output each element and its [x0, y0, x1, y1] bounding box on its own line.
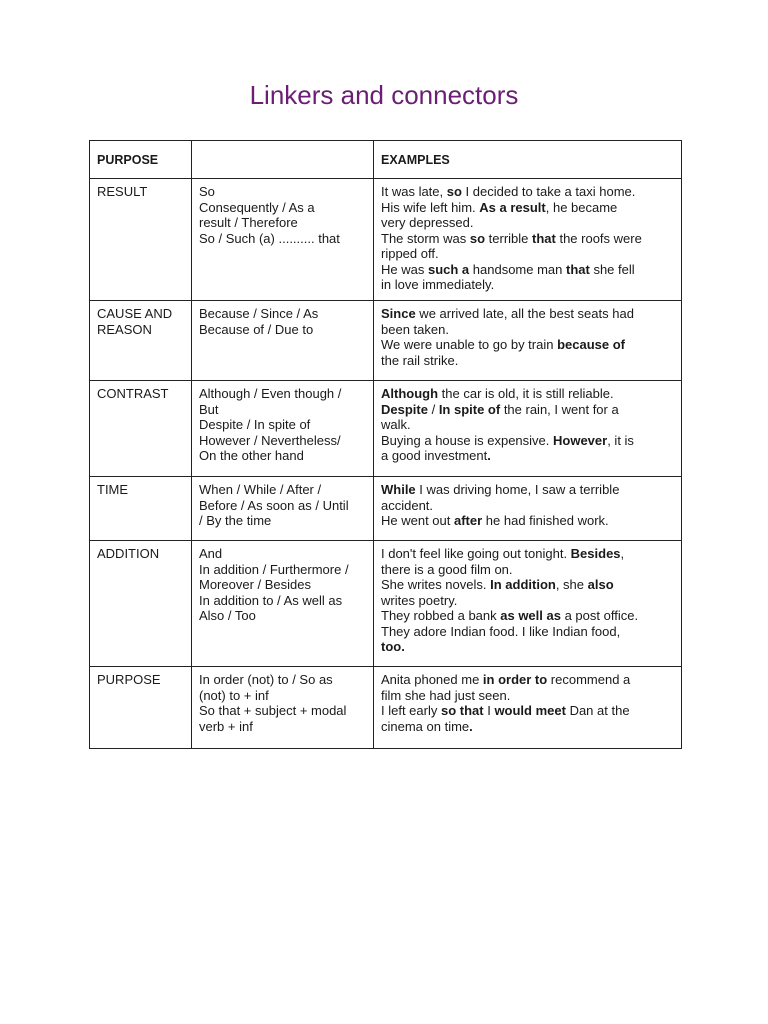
example-text: ,	[620, 546, 625, 561]
example-line	[381, 672, 675, 688]
example-text: recommend a	[547, 672, 631, 687]
linker-highlight: Besides	[570, 546, 621, 561]
linker-line: And	[199, 546, 223, 561]
example-text: , he became	[545, 199, 618, 215]
table-row	[90, 667, 682, 749]
example-text: writes poetry.	[381, 592, 458, 608]
linker-highlight: after	[454, 513, 483, 528]
linker-highlight: Despite	[381, 401, 428, 417]
example-text: His wife left him.	[381, 199, 480, 215]
example-text: ripped off.	[381, 246, 439, 261]
table-row	[90, 301, 682, 381]
example-text: accident.	[381, 497, 434, 513]
example-text: film she had just seen.	[381, 687, 511, 703]
linker-highlight: Since	[381, 306, 416, 321]
linker-line: Also / Too	[199, 608, 256, 623]
example-text: I decided to take a taxi home.	[461, 184, 636, 199]
example-line	[381, 277, 675, 293]
example-text: They robbed a bank	[381, 608, 501, 623]
example-text: terrible	[485, 230, 532, 246]
category-cell: CAUSE AND REASON	[90, 301, 192, 381]
example-text: , she	[555, 577, 588, 592]
example-line	[381, 719, 675, 735]
linker-highlight: so	[446, 184, 462, 199]
linker-line: Because / Since / As	[199, 306, 319, 321]
example-text: They adore Indian food. I like Indian food,	[381, 623, 621, 639]
linker-highlight: As a result	[479, 199, 546, 215]
linker-highlight: .	[487, 448, 491, 463]
example-text: she fell	[589, 261, 635, 277]
example-line	[381, 402, 675, 418]
linkers-cell	[192, 179, 374, 301]
example-text: I was driving home, I saw a terrible	[415, 482, 620, 497]
table-row	[90, 477, 682, 541]
example-text: /	[427, 401, 439, 417]
example-line	[381, 546, 675, 562]
examples-cell	[374, 541, 682, 667]
example-text: the rain, I went for a	[500, 401, 619, 417]
category-cell: ADDITION	[90, 541, 192, 667]
example-text: in love immediately.	[381, 277, 495, 292]
example-line	[381, 482, 675, 498]
example-text: He was	[381, 261, 428, 277]
linkers-cell	[192, 301, 374, 381]
example-text: he had finished work.	[482, 513, 609, 528]
example-line	[381, 593, 675, 609]
examples-cell	[374, 477, 682, 541]
example-text: walk.	[381, 417, 411, 432]
linker-highlight: such a	[427, 261, 470, 277]
header-examples: EXAMPLES	[374, 141, 682, 179]
example-line	[381, 513, 675, 529]
example-line	[381, 624, 675, 640]
example-text: we arrived late, all the best seats had	[415, 306, 634, 321]
linker-line: / By the time	[199, 513, 272, 528]
example-line	[381, 688, 675, 704]
linker-highlight: so	[469, 230, 486, 246]
example-text: I left early	[381, 703, 441, 718]
example-line	[381, 386, 675, 402]
example-line	[381, 231, 675, 247]
linker-line: In addition / Furthermore /	[199, 561, 349, 577]
example-text: a post office.	[560, 608, 639, 623]
header-row	[90, 141, 682, 179]
linker-line: Because of / Due to	[199, 321, 314, 337]
linker-line: verb + inf	[199, 718, 253, 734]
example-text: been taken.	[381, 321, 449, 337]
linker-highlight: In spite of	[438, 401, 501, 417]
linker-highlight: However	[553, 432, 608, 448]
examples-cell	[374, 381, 682, 477]
example-line	[381, 577, 675, 593]
linker-line: Before / As soon as / Until	[199, 497, 349, 513]
example-line	[381, 417, 675, 433]
linker-line: So	[199, 184, 215, 199]
linker-line: So that + subject + modal	[199, 703, 347, 718]
example-text: Buying a house is expensive.	[381, 432, 553, 448]
linker-highlight: would meet	[494, 703, 566, 718]
linkers-cell	[192, 477, 374, 541]
linker-line: But	[199, 401, 219, 417]
linker-highlight: that	[566, 261, 590, 277]
category-cell: TIME	[90, 477, 192, 541]
category-cell: RESULT	[90, 179, 192, 301]
linker-line: Although / Even though /	[199, 386, 342, 401]
linker-highlight: in order to	[482, 672, 548, 687]
example-line	[381, 639, 675, 655]
table-row	[90, 381, 682, 477]
linker-line: Moreover / Besides	[199, 577, 311, 592]
example-text: He went out	[381, 513, 454, 528]
example-line	[381, 306, 675, 322]
example-line	[381, 608, 675, 624]
example-text: there is a good film on.	[381, 561, 513, 577]
example-text: very depressed.	[381, 215, 474, 230]
example-line	[381, 448, 675, 464]
example-line	[381, 353, 675, 369]
linker-line: In order (not) to / So as	[199, 672, 333, 687]
example-text: , it is	[607, 432, 634, 448]
linker-line: Consequently / As a	[199, 199, 315, 215]
linker-line: In addition to / As well as	[199, 592, 343, 608]
linker-highlight: so that	[440, 703, 484, 718]
linker-line: However / Nevertheless/	[199, 432, 341, 448]
header-linkers	[192, 141, 374, 179]
example-text: handsome man	[469, 261, 566, 277]
page-title: Linkers and connectors	[249, 80, 519, 110]
table-body	[90, 179, 682, 749]
example-line	[381, 262, 675, 278]
linker-line: So / Such (a) .......... that	[199, 230, 340, 246]
category-cell: PURPOSE	[90, 667, 192, 749]
example-text: the car is old, it is still reliable.	[438, 386, 614, 401]
example-text: Anita phoned me	[381, 672, 483, 687]
example-line	[381, 433, 675, 449]
linker-highlight: .	[469, 718, 473, 734]
linkers-table	[89, 140, 682, 749]
linker-highlight: because of	[557, 337, 626, 352]
linker-highlight: While	[381, 482, 416, 497]
example-text: Dan at the	[565, 703, 630, 718]
linker-line: Despite / In spite of	[199, 417, 311, 432]
example-text: I	[483, 703, 495, 718]
table-row	[90, 179, 682, 301]
linkers-cell	[192, 381, 374, 477]
examples-cell	[374, 179, 682, 301]
examples-cell	[374, 301, 682, 381]
example-line	[381, 337, 675, 353]
examples-cell	[374, 667, 682, 749]
example-text: The storm was	[381, 230, 470, 246]
linker-highlight: as well as	[500, 608, 561, 623]
example-line	[381, 703, 675, 719]
header-purpose: PURPOSE	[90, 141, 192, 179]
example-text: It was late,	[381, 184, 447, 199]
example-text: cinema on time	[381, 718, 470, 734]
example-text: She writes novels.	[381, 577, 491, 592]
example-line	[381, 562, 675, 578]
example-text: We were unable to go by train	[381, 337, 558, 352]
linker-line: On the other hand	[199, 448, 304, 463]
example-line	[381, 246, 675, 262]
category-cell: CONTRAST	[90, 381, 192, 477]
linkers-cell	[192, 541, 374, 667]
linker-highlight: Although	[381, 386, 439, 401]
example-text: a good investment	[381, 448, 488, 463]
linker-line: result / Therefore	[199, 215, 298, 230]
example-text: the roofs were	[555, 230, 642, 246]
linker-highlight: that	[532, 230, 556, 246]
example-text: I don't feel like going out tonight.	[381, 546, 571, 561]
example-line	[381, 200, 675, 216]
linker-line: When / While / After /	[199, 482, 322, 497]
example-line	[381, 184, 675, 200]
linker-highlight: also	[587, 577, 614, 592]
linker-highlight: too.	[381, 639, 405, 654]
example-line	[381, 498, 675, 514]
table-row	[90, 541, 682, 667]
example-line	[381, 215, 675, 231]
linker-line: (not) to + inf	[199, 687, 269, 703]
example-line	[381, 322, 675, 338]
linkers-cell	[192, 667, 374, 749]
example-text: the rail strike.	[381, 352, 459, 368]
linker-highlight: In addition	[490, 577, 556, 592]
